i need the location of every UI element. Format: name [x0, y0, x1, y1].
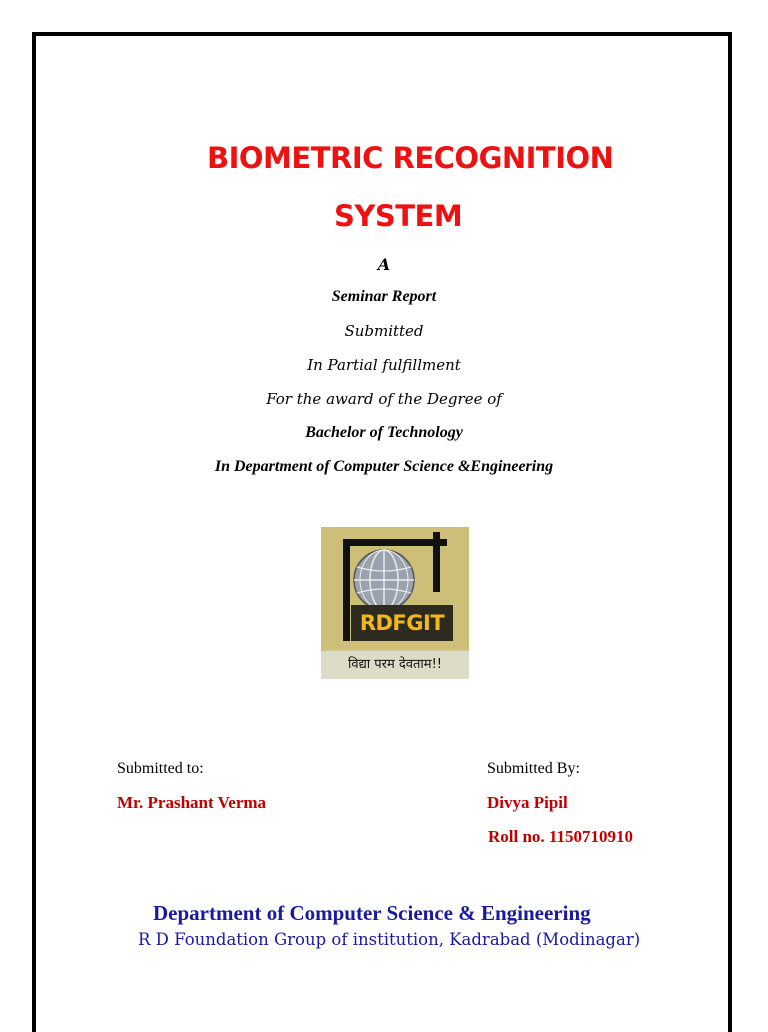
report-type: Seminar Report [331, 288, 437, 305]
award-text: For the award of the Degree of [266, 390, 502, 408]
submitted-text: Submitted [344, 322, 424, 340]
submitted-to-label: Submitted to: [117, 760, 204, 777]
partial-fulfillment-text: In Partial fulfillment [307, 356, 461, 374]
logo-frame-bar [433, 532, 440, 592]
title-line-2: SYSTEM [334, 199, 463, 233]
globe-icon [351, 547, 417, 613]
a-letter: A [377, 255, 391, 274]
department-line: In Department of Computer Science &Engineering [214, 458, 554, 475]
footer-institution: R D Foundation Group of institution, Kadrabad (Modinagar) [138, 930, 641, 949]
logo-text: RDFGIT [351, 605, 453, 641]
logo-motto: विद्या परम देवताम!! [321, 651, 469, 679]
title-line-1: BIOMETRIC RECOGNITION [207, 141, 614, 175]
footer-department: Department of Computer Science & Engineering [153, 901, 591, 925]
submitted-by-name: Divya Pipil [487, 793, 568, 812]
degree-text: Bachelor of Technology [305, 424, 463, 441]
roll-number: Roll no. 1150710910 [488, 827, 633, 846]
submitted-to-name: Mr. Prashant Verma [117, 793, 267, 812]
institution-logo [321, 527, 469, 679]
submitted-by-label: Submitted By: [487, 760, 580, 777]
